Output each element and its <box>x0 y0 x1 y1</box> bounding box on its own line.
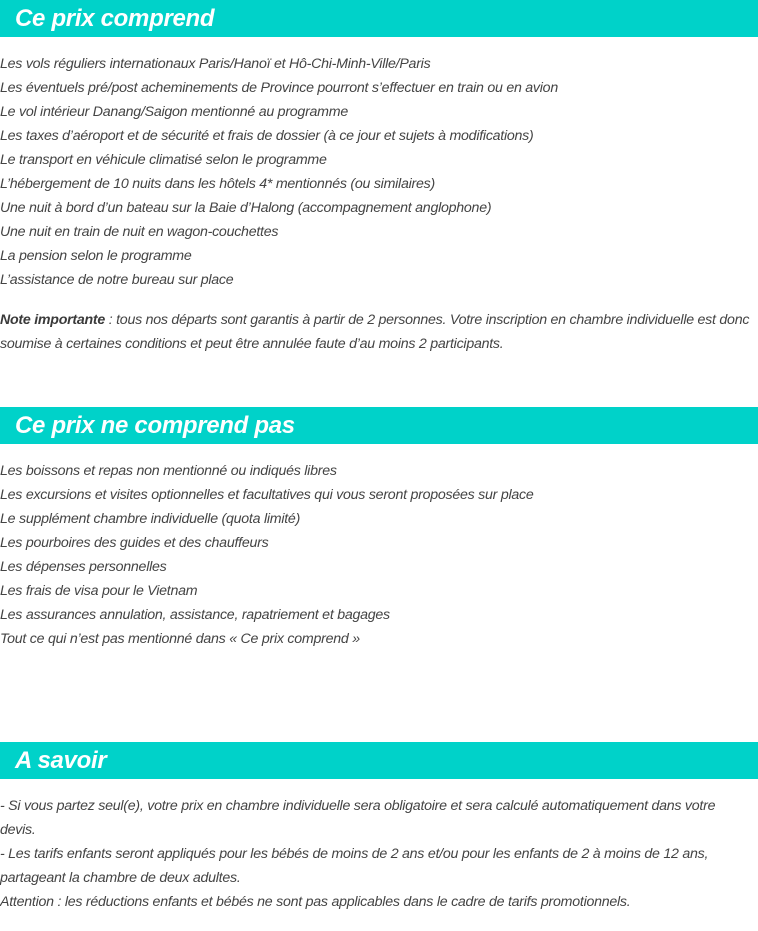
list-item: L’assistance de notre bureau sur place <box>0 272 234 288</box>
list-item: Les frais de visa pour le Vietnam <box>0 583 198 599</box>
list-item: Les boissons et repas non mentionné ou indiqués libres <box>0 463 337 479</box>
list-item: Une nuit en train de nuit en wagon-couchettes <box>0 224 279 240</box>
section-header-not-included <box>0 407 758 444</box>
included-list <box>0 52 758 292</box>
list-item: Tout ce qui n’est pas mentionné dans « Ce prix comprend » <box>0 631 360 647</box>
list-item: L’hébergement de 10 nuits dans les hôtels 4* mentionnés (ou similaires) <box>0 176 435 192</box>
info-paragraph-children: - Les tarifs enfants seront appliqués pour les bébés de moins de 2 ans et/ou pour les enfants de 2 à moins de 12 ans, partageant la chambre de deux adultes. <box>0 846 709 886</box>
list-item: Les taxes d’aéroport et de sécurité et frais de dossier (à ce jour et sujets à modifications) <box>0 128 534 144</box>
note-text: : tous nos départs sont garantis à partir de 2 personnes. Votre inscription en chambre individuelle est donc soumise à certaines conditions et peut être annulée faute d’au moins 2 participants. <box>0 312 750 352</box>
list-item: Une nuit à bord d’un bateau sur la Baie d’Halong (accompagnement anglophone) <box>0 200 492 216</box>
section-title: A savoir <box>15 747 107 774</box>
list-item: Les pourboires des guides et des chauffeurs <box>0 535 269 551</box>
not-included-list <box>0 459 758 651</box>
important-note <box>0 308 752 356</box>
list-item: Les dépenses personnelles <box>0 559 167 575</box>
list-item: Les assurances annulation, assistance, rapatriement et bagages <box>0 607 390 623</box>
list-item: Le transport en véhicule climatisé selon le programme <box>0 152 327 168</box>
info-paragraph-attention: Attention : les réductions enfants et bébés ne sont pas applicables dans le cadre de tarifs promotionnels. <box>0 894 631 910</box>
section-header-good-to-know <box>0 742 758 779</box>
section-title: Ce prix comprend <box>15 5 215 32</box>
list-item: Les excursions et visites optionnelles et facultatives qui vous seront proposées sur place <box>0 487 534 503</box>
note-label: Note importante <box>0 312 106 328</box>
list-item: Le vol intérieur Danang/Saigon mentionné au programme <box>0 104 348 120</box>
section-title: Ce prix ne comprend pas <box>15 412 295 439</box>
info-paragraph-solo: - Si vous partez seul(e), votre prix en chambre individuelle sera obligatoire et sera calculé automatiquement dans votre devis. <box>0 798 716 838</box>
list-item: Les éventuels pré/post acheminements de Province pourront s’effectuer en train ou en avion <box>0 80 558 96</box>
section-header-included <box>0 0 758 37</box>
list-item: Les vols réguliers internationaux Paris/Hanoï et Hô-Chi-Minh-Ville/Paris <box>0 56 431 72</box>
list-item: Le supplément chambre individuelle (quota limité) <box>0 511 301 527</box>
list-item: La pension selon le programme <box>0 248 192 264</box>
